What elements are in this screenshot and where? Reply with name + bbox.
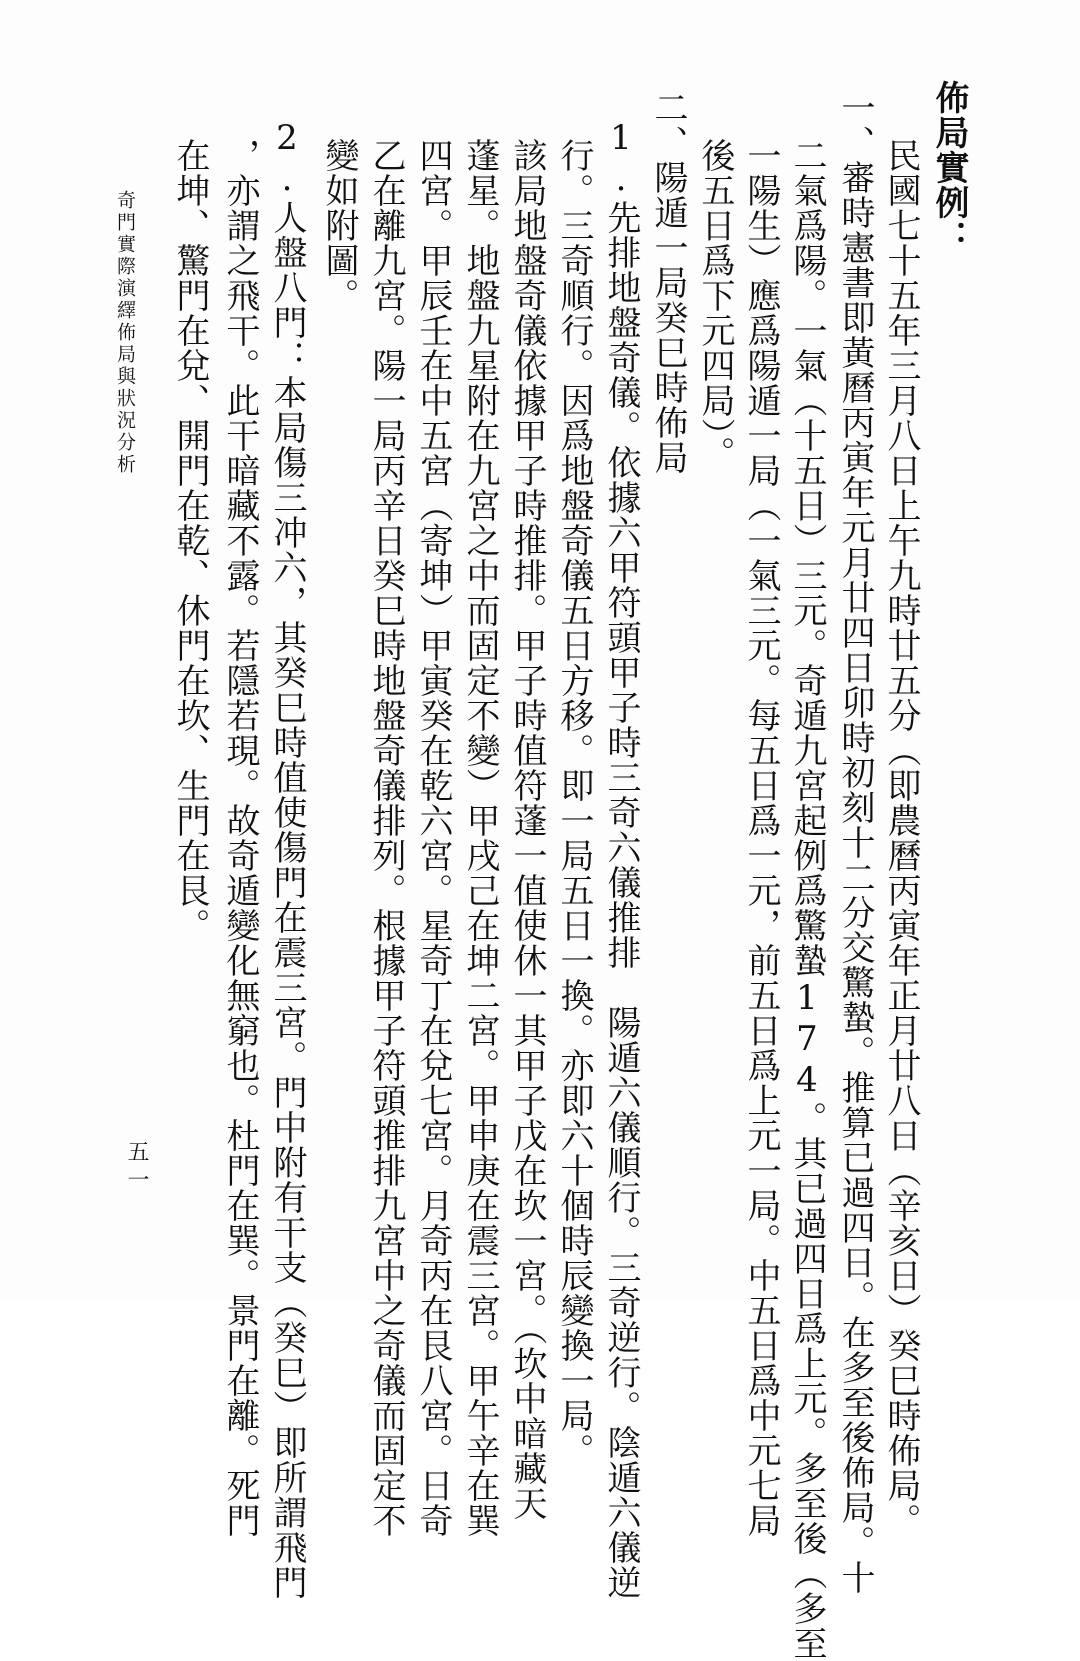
text-column-8: 行。三奇順行。因爲地盤奇儀五日方移。即一局五日一換。亦即六十個時辰變換一局。 — [554, 138, 594, 1468]
text-column-15: ，亦謂之飛干。此干暗藏不露。若隱若現。故奇遁變化無窮也。杜門在巽。景門在離。死門 — [220, 138, 260, 1538]
text-column-2: 一、審時憲書即黃曆丙寅年元月廿四日卯時初刻十二分交驚蟄。推算已過四日。在多至後佈局。十 — [835, 90, 875, 1595]
page-number: 五一 — [124, 1140, 149, 1196]
running-title: 奇門實際演繹佈局與狀況分析 — [114, 190, 136, 476]
text-column-1: 民國七十五年三月八日上午九時廿五分（即農曆丙寅年正月廿八日（辛亥日）癸巳時佈局。 — [881, 138, 921, 1538]
text-column-4: 一陽生）應爲陽遁一局（一氣三元。每五日爲一元，前五日爲上元一局。中五日爲中元七局 — [741, 138, 781, 1538]
text-column-7: 1.先排地盤奇儀。依據六甲符頭甲子時三奇六儀推排 陽遁六儀順行。三奇逆行。陰遁六儀逆 — [601, 118, 641, 1600]
text-column-14: 2.人盤八門：本局傷三冲六，其癸巳時值使傷門在震三宮。門中附有干支（癸巳）即所謂飛門 — [267, 118, 307, 1600]
text-column-10: 蓬星。地盤九星附在九宮之中而固定不變）甲戌己在坤二宮。甲申庚在震三宮。甲午辛在巽 — [460, 138, 500, 1538]
text-column-9: 該局地盤奇儀依據甲子時推排。甲子時值符蓬一值使休一其甲子戊在坎一宮。（坎中暗藏天 — [507, 138, 547, 1521]
text-column-12: 乙在離九宮。陽一局丙辛日癸巳時地盤奇儀排列。根據甲子符頭推排九宮中之奇儀而固定不 — [366, 138, 406, 1538]
text-column-3: 二氣爲陽。一氣（十五日）三元。奇遁九宮起例爲驚蟄174。其已過四日爲上元。多至後（多至 — [787, 138, 827, 1661]
text-column-13: 變如附圖。 — [319, 138, 359, 313]
section-heading: 佈局實例： — [929, 80, 969, 255]
text-column-5: 後五日爲下元四局）。 — [695, 138, 735, 471]
text-column-16: 在坤、驚門在兌、開門在乾、休門在坎、生門在艮。 — [170, 138, 210, 943]
text-column-11: 四宮。甲辰壬在中五宮（寄坤）甲寅癸在乾六宮。星奇丁在兌七宮。月奇丙在艮八宮。日奇 — [413, 138, 453, 1538]
text-column-6: 二、陽遁一局癸巳時佈局 — [648, 90, 688, 475]
